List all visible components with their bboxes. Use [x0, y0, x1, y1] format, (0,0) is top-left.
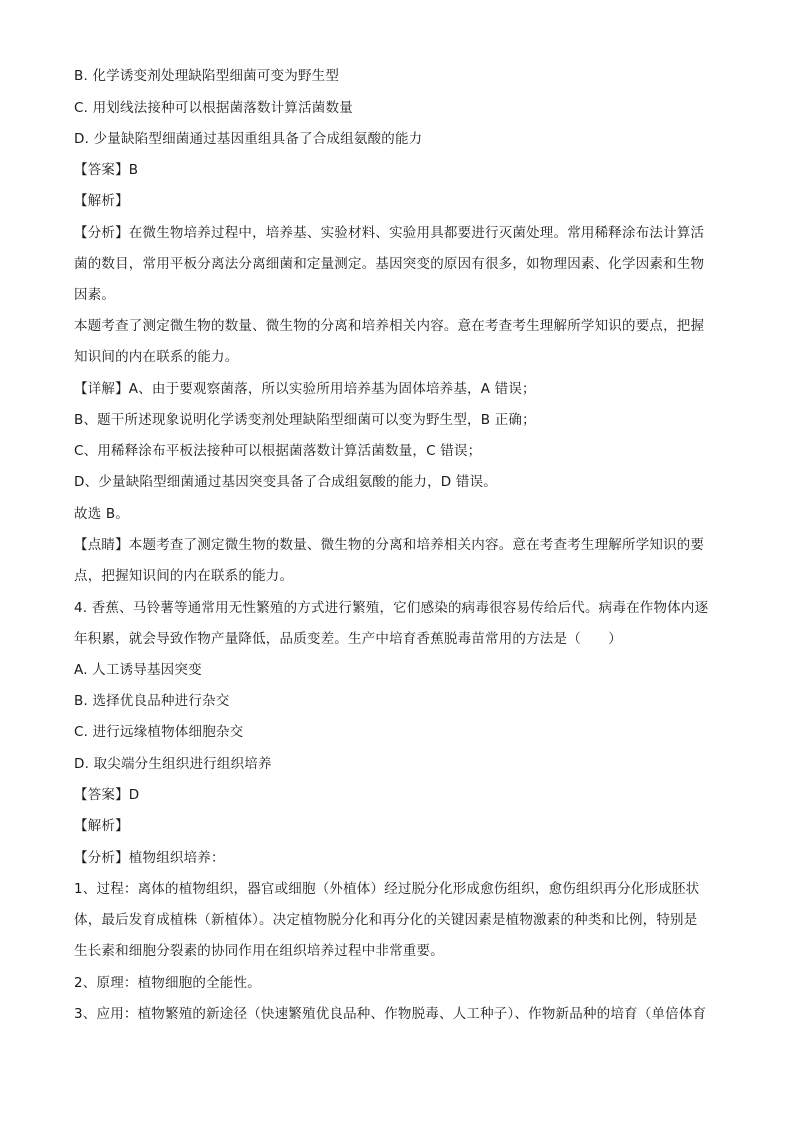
analysis-text-line: 【分析】在微生物培养过程中，培养基、实验材料、实验用具都要进行灭菌处理。常用稀释涂布法计算活 — [74, 225, 705, 241]
q4-option-d: D. 取尖端分生组织进行组织培养 — [74, 756, 272, 772]
analysis-heading: 【解析】 — [74, 193, 129, 209]
answer-line: 【答案】B — [74, 162, 139, 178]
q4-option-a: A. 人工诱导基因突变 — [74, 662, 202, 678]
q4-process-line: 体，最后发育成植株（新植体）。决定植物脱分化和再分化的关键因素是植物激素的种类和比例，特别是 — [74, 912, 698, 928]
question-4-line: 4. 香蕉、马铃薯等通常用无性繁殖的方式进行繁殖，它们感染的病毒很容易传给后代。病毒在作物体内逐 — [74, 600, 709, 616]
q4-analysis-heading: 【解析】 — [74, 818, 129, 834]
q4-answer-line: 【答案】D — [74, 787, 140, 803]
detail-line-a: 【详解】A、由于要观察菌落，所以实验所用培养基为固体培养基，A 错误； — [74, 381, 536, 397]
summary-text-line: 知识间的内在联系的能力。 — [74, 349, 239, 365]
option-c-line: C. 用划线法接种可以根据菌落数计算活菌数量 — [74, 100, 353, 116]
analysis-text-line: 菌的数目，常用平板分离法分离细菌和定量测定。基因突变的原因有很多，如物理因素、化学因素和生物 — [74, 256, 705, 272]
analysis-text-line: 因素。 — [74, 287, 116, 303]
q4-process-line: 1、过程：离体的植物组织，器官或细胞（外植体）经过脱分化形成愈伤组织，愈伤组织再分化形成胚状 — [74, 881, 700, 897]
q4-option-b: B. 选择优良品种进行杂交 — [74, 693, 230, 709]
q4-principle-line: 2、原理：植物细胞的全能性。 — [74, 975, 261, 991]
q4-application-line: 3、应用：植物繁殖的新途径（快速繁殖优良品种、作物脱毒、人工种子）、作物新品种的培育（单倍体育 — [74, 1006, 707, 1022]
option-b-line: B. 化学诱变剂处理缺陷型细菌可变为野生型 — [74, 68, 340, 84]
comment-line: 【点睛】本题考查了测定微生物的数量、微生物的分离和培养相关内容。意在考查考生理解所学知识的要 — [74, 537, 705, 553]
comment-line: 点，把握知识间的内在联系的能力。 — [74, 568, 294, 584]
q4-analysis-intro: 【分析】植物组织培养： — [74, 850, 225, 866]
summary-text-line: 本题考查了测定微生物的数量、微生物的分离和培养相关内容。意在考查考生理解所学知识的要点，把握 — [74, 318, 705, 334]
question-4-line: 年积累，就会导致作物产量降低，品质变差。生产中培育香蕉脱毒苗常用的方法是（ ） — [74, 631, 622, 647]
choice-line: 故选 B。 — [74, 506, 130, 522]
q4-process-line: 生长素和细胞分裂素的协同作用在组织培养过程中非常重要。 — [74, 943, 444, 959]
detail-line-d: D、少量缺陷型细菌通过基因突变具备了合成组氨酸的能力，D 错误。 — [74, 474, 497, 490]
detail-line-b: B、题干所述现象说明化学诱变剂处理缺陷型细菌可以变为野生型，B 正确； — [74, 412, 536, 428]
q4-option-c: C. 进行远缘植物体细胞杂交 — [74, 724, 244, 740]
detail-line-c: C、用稀释涂布平板法接种可以根据菌落数计算活菌数量，C 错误； — [74, 443, 482, 459]
option-d-line: D. 少量缺陷型细菌通过基因重组具备了合成组氨酸的能力 — [74, 131, 423, 147]
